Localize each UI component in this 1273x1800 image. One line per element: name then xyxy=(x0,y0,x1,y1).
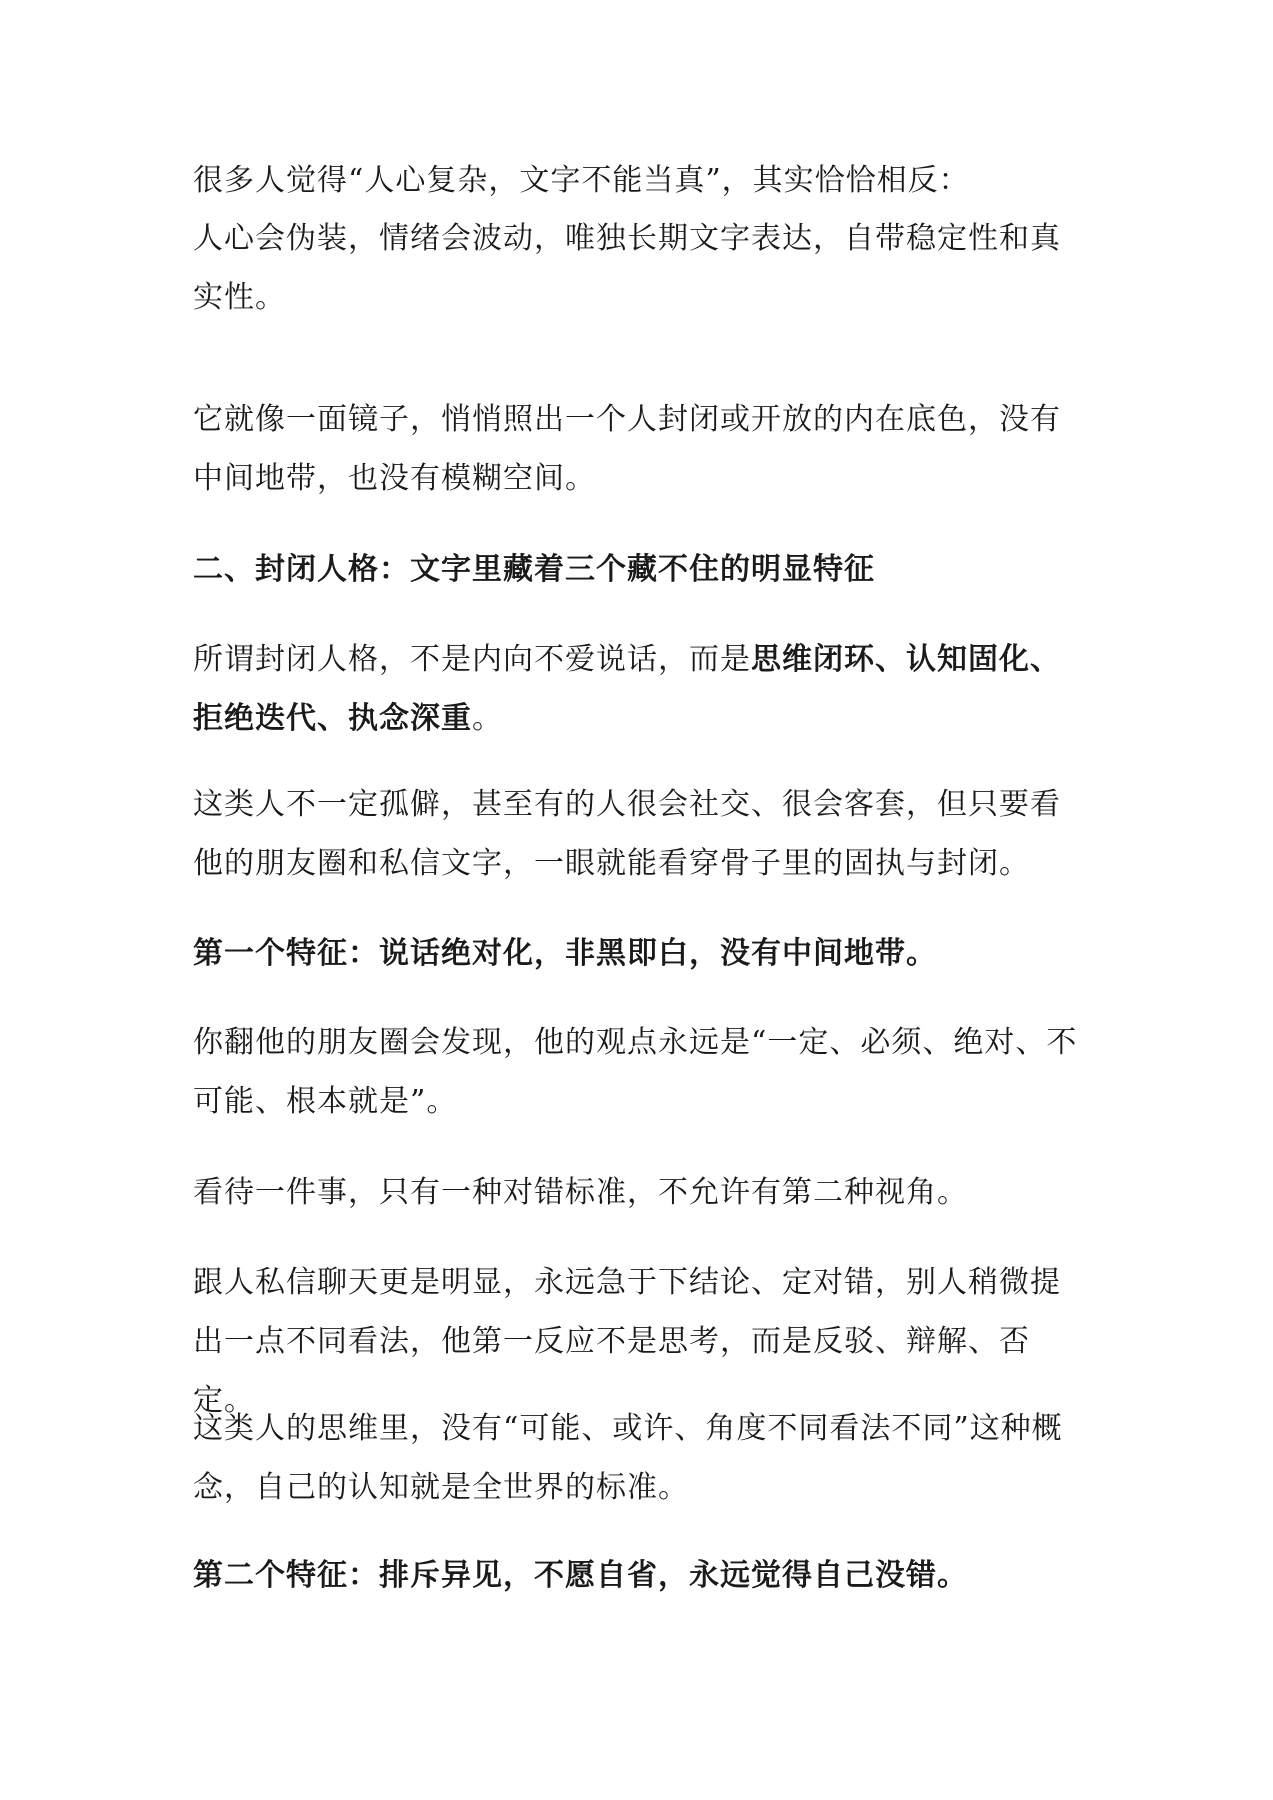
paragraph-7: 看待一件事，只有一种对错标准，不允许有第二种视角。 xyxy=(193,1175,968,1210)
paragraph-5: 这类人不一定孤僻，甚至有的人很会社交、很会客套，但只要看他的朋友圈和私信文字，一眼就能看穿骨子里的固执与封闭。 xyxy=(193,787,1061,881)
feature-2-heading: 第二个特征：排斥异见，不愿自省，永远觉得自己没错。 xyxy=(193,1558,968,1593)
paragraph-4-emphasis: 思维闭环、认知固化、拒绝迭代、执念深重 xyxy=(193,642,1061,736)
paragraph-6: 你翻他的朋友圈会发现，他的观点永远是“一定、必须、绝对、不可能、根本就是”。 xyxy=(193,1025,1078,1119)
paragraph-4-tail: 。 xyxy=(472,701,503,736)
paragraph-1: 很多人觉得“人心复杂，文字不能当真”，其实恰恰相反： xyxy=(193,163,970,198)
paragraph-3: 它就像一面镜子，悄悄照出一个人封闭或开放的内在底色，没有中间地带，也没有模糊空间。 xyxy=(193,402,1061,496)
paragraph-2: 人心会伪装，情绪会波动，唯独长期文字表达，自带稳定性和真实性。 xyxy=(193,221,1061,315)
paragraph-4-lead: 所谓封闭人格，不是内向不爱说话，而是 xyxy=(193,642,751,677)
paragraph-8: 跟人私信聊天更是明显，永远急于下结论、定对错，别人稍微提出一点不同看法，他第一反应不是思考，而是反驳、辩解、否定。 xyxy=(193,1265,1061,1418)
paragraph-4 xyxy=(193,630,1088,748)
paragraph-9: 这类人的思维里，没有“可能、或许、角度不同看法不同”这种概念，自己的认知就是全世界的标准。 xyxy=(193,1411,1063,1505)
section-heading: 二、封闭人格：文字里藏着三个藏不住的明显特征 xyxy=(193,552,875,587)
feature-1-heading: 第一个特征：说话绝对化，非黑即白，没有中间地带。 xyxy=(193,936,937,971)
